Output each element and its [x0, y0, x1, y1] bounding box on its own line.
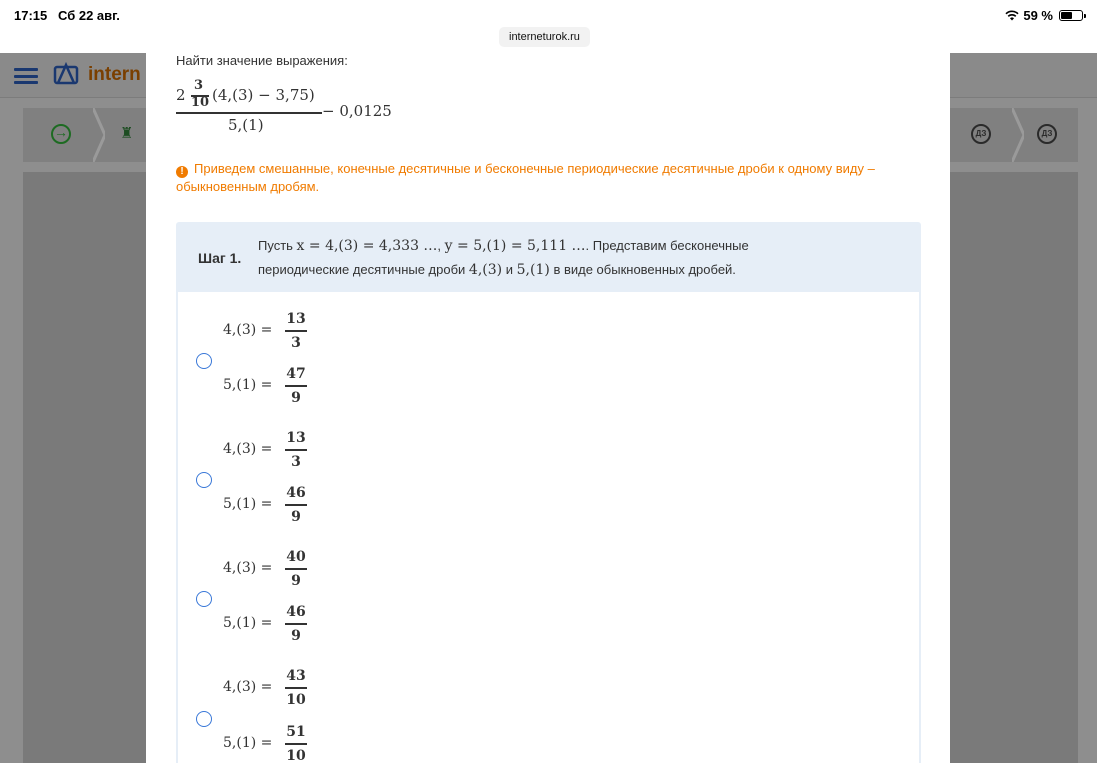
mixed-integer: 2 — [176, 86, 186, 104]
equation-lhs: 4,(3) = — [223, 679, 273, 695]
fraction-denominator: 10 — [286, 691, 306, 708]
hint-body: Приведем смешанные, конечные десятичные и бесконечные периодические десятичные дроби к одному виду – обыкновенным дробям. — [176, 161, 875, 194]
equation-lhs: 5,(1) = — [223, 615, 273, 631]
fraction-numerator: 43 — [286, 668, 306, 684]
step-text: Пусть — [258, 238, 297, 253]
fraction — [285, 601, 307, 647]
task-title: Найти значение выражения: — [176, 53, 348, 68]
step-description — [258, 234, 818, 282]
fraction-denominator: 9 — [291, 627, 301, 644]
fraction-denominator: 3 — [291, 453, 301, 470]
fraction — [285, 482, 307, 528]
fraction — [285, 427, 307, 473]
task-modal — [146, 53, 950, 763]
expression-tail: − 0,0125 — [322, 102, 392, 120]
mixed-denominator: 10 — [191, 95, 210, 110]
battery-percent: 59 % — [1023, 8, 1053, 23]
step-label: Шаг 1. — [198, 250, 242, 266]
status-bar — [0, 0, 1097, 53]
fraction-denominator: 9 — [291, 389, 301, 406]
status-time: 17:15 — [14, 8, 48, 23]
answer-option[interactable] — [196, 423, 596, 533]
equation-lhs: 5,(1) = — [223, 496, 273, 512]
fraction — [285, 665, 307, 711]
fraction — [285, 721, 307, 763]
step-math: 4,(3) — [468, 262, 503, 278]
equation-lhs: 5,(1) = — [223, 735, 273, 751]
battery-icon — [1059, 10, 1083, 21]
step-text: , — [437, 238, 445, 253]
logo-icon — [52, 61, 80, 89]
radio-button[interactable] — [196, 711, 212, 727]
mixed-numerator: 3 — [194, 78, 204, 93]
equation-lhs: 5,(1) = — [223, 377, 273, 393]
wifi-icon — [1005, 10, 1019, 21]
fraction — [285, 308, 307, 354]
logo-text: intern — [88, 64, 141, 85]
homework-icon[interactable]: ДЗ — [971, 124, 991, 144]
fraction-numerator: 46 — [286, 485, 306, 501]
fraction-numerator: 40 — [286, 549, 306, 565]
fraction-numerator: 46 — [286, 604, 306, 620]
fraction-denominator: 3 — [291, 334, 301, 351]
url-bar[interactable]: interneturok.ru — [499, 27, 590, 47]
radio-button[interactable] — [196, 472, 212, 488]
exclamation-icon: ! — [176, 166, 188, 178]
answer-option[interactable] — [196, 542, 596, 652]
trainer-icon[interactable]: ♜ — [120, 125, 134, 142]
fraction-numerator: 51 — [286, 724, 306, 740]
status-right — [1005, 8, 1083, 23]
fraction-numerator: 13 — [286, 311, 306, 327]
step-math: y = 5,(1) = 5,111 … — [444, 238, 586, 254]
expression-denominator: 5,(1) — [228, 116, 264, 134]
step-text: и — [502, 262, 517, 277]
step-panel — [176, 222, 921, 763]
homework-extra-icon[interactable]: ДЗ — [1037, 124, 1057, 144]
expression-numerator: (4,(3) − 3,75) — [212, 86, 315, 104]
fraction — [285, 363, 307, 409]
equation-lhs: 4,(3) = — [223, 322, 273, 338]
answer-option[interactable] — [196, 304, 596, 414]
fraction-denominator: 10 — [286, 747, 306, 763]
arrow-right-icon[interactable] — [51, 124, 71, 144]
step-text: в виде обыкновенных дробей. — [549, 262, 736, 277]
equation-lhs: 4,(3) = — [223, 560, 273, 576]
fraction-denominator: 9 — [291, 508, 301, 525]
hint-text — [176, 160, 916, 196]
fraction-numerator: 47 — [286, 366, 306, 382]
fraction-numerator: 13 — [286, 430, 306, 446]
tab-separator — [1012, 108, 1024, 162]
tab-separator — [93, 108, 105, 162]
step-header — [178, 224, 919, 292]
task-expression — [176, 78, 436, 138]
expression-fraction-bar — [176, 112, 322, 114]
menu-icon[interactable] — [14, 68, 38, 84]
step-math: x = 4,(3) = 4,333 … — [296, 238, 438, 254]
fraction — [285, 546, 307, 592]
radio-button[interactable] — [196, 591, 212, 607]
step-text: . Представим бесконечные периодические десятичные дроби — [258, 238, 749, 277]
radio-button[interactable] — [196, 353, 212, 369]
fraction-denominator: 9 — [291, 572, 301, 589]
step-math: 5,(1) — [516, 262, 550, 278]
answer-option[interactable] — [196, 661, 596, 763]
equation-lhs: 4,(3) = — [223, 441, 273, 457]
status-date: Сб 22 авг. — [58, 8, 120, 23]
